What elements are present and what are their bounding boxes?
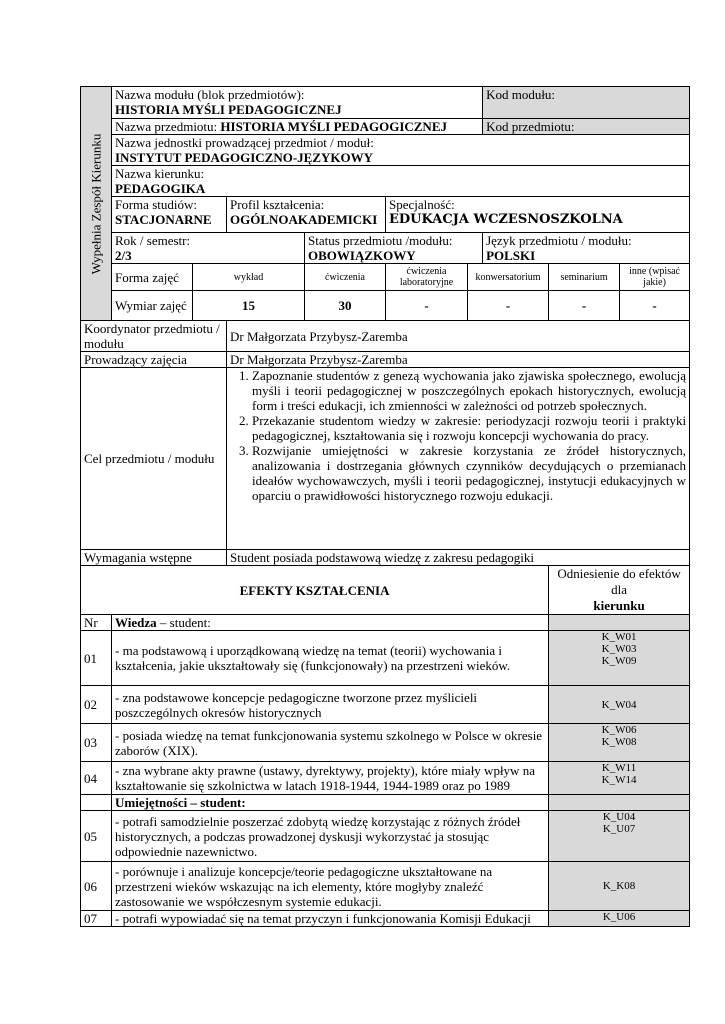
effect-codes: K_W06 K_W08 (549, 724, 690, 762)
knowledge-header-rest: – student: (156, 615, 211, 630)
goal-item: 1. Zapoznanie studentów z genezą wychowania jako zjawiska społecznego, ewolucją myśli i teorii pedagogicznej w poszczególnych epokach historycznych, ewolucją form i treści edukacji, ich zmienności w zależności od potrzeb społecznych. (252, 368, 686, 413)
knowledge-header (112, 615, 549, 631)
study-form-cell (112, 197, 227, 233)
effects-title: EFEKTY KSZTAŁCENIA (239, 582, 390, 598)
class-form-header: inne (wpisać jakie) (620, 264, 690, 291)
specialization-cell (386, 197, 690, 233)
effect-nr: 03 (81, 724, 112, 762)
year-value: 2/3 (115, 248, 132, 263)
study-form-label: Forma studiów: (115, 197, 197, 212)
goal-label: Cel przedmiotu / modułu (84, 451, 215, 466)
teacher-value-cell (227, 352, 690, 368)
teacher-label-cell (81, 352, 227, 368)
field-cell (112, 166, 690, 197)
year-cell (112, 233, 305, 264)
effect-nr: 04 (81, 762, 112, 795)
class-form-label-cell (112, 264, 193, 291)
language-cell (483, 233, 690, 264)
effect-codes: K_K08 (549, 862, 690, 911)
profile-label: Profil kształcenia: (230, 197, 325, 212)
requirements-value: Student posiada podstawową wiedzę z zakresu pedagogiki (230, 550, 534, 565)
module-code-label: Kod modułu: (486, 87, 556, 102)
class-hours-value: - (549, 291, 620, 321)
teacher-label: Prowadzący zajęcia (84, 352, 187, 367)
effect-text: - zna podstawowe koncepcje pedagogiczne tworzone przez myślicieli poszczególnych okresów historycznych (112, 686, 549, 724)
effect-text: - zna wybrane akty prawne (ustawy, dyrektywy, projekty), które miały wpływ na kształtowanie się szkolnictwa w latach 1918-1944, 1944-1989 oraz po 1989 (112, 762, 549, 795)
effect-text: - porównuje i analizuje koncepcje/teorie pedagogiczne ukształtowane na przestrzeni wieków wskazując na ich elementy, które mogłyby znaleźć zastosowanie we współczesnym systemie edukacji. (112, 862, 549, 911)
effects-ref-line2: kierunku (593, 598, 645, 613)
effect-nr: 02 (81, 686, 112, 724)
effects-title-cell (81, 566, 549, 615)
coordinator-value-cell (227, 321, 690, 352)
unit-value: INSTYTUT PEDAGOGICZNO-JĘZYKOWY (115, 150, 373, 165)
class-form-header: wykład (193, 264, 305, 291)
subject-code-label: Kod przedmiotu: (486, 119, 575, 134)
class-form-header: seminarium (549, 264, 620, 291)
subject-name-label: Nazwa przedmiotu: (115, 119, 218, 134)
teacher-value: Dr Małgorzata Przybysz-Zaremba (230, 352, 408, 367)
class-form-label: Forma zajęć (115, 269, 179, 285)
unit-label: Nazwa jednostki prowadzącej przedmiot / moduł: (115, 135, 374, 150)
effect-codes: K_U06 (549, 911, 690, 927)
effect-codes: K_W04 (549, 686, 690, 724)
effect-nr: 07 (81, 911, 112, 927)
class-hours-value: 15 (193, 291, 305, 321)
effects-ref-header (549, 566, 690, 615)
specialization-value: EDUKACJA WCZESNOSZKOLNA (389, 212, 623, 227)
knowledge-header-ref (549, 615, 690, 631)
status-label: Status przedmiotu /modułu: (308, 233, 453, 248)
skills-nr-cell (81, 795, 112, 811)
effect-nr: 05 (81, 811, 112, 862)
requirements-label: Wymagania wstępne (84, 550, 192, 565)
effect-text: - potrafi samodzielnie poszerzać zdobytą wiedzę korzystając z różnych źródeł historycznych, a podczas prowadzonej dyskusji wykorzystać ja stosując odpowiednie nazewnictwo. (112, 811, 549, 862)
status-cell (305, 233, 483, 264)
unit-cell (112, 135, 690, 166)
knowledge-header-bold: Wiedza (115, 615, 157, 630)
subject-name-cell (112, 119, 483, 135)
goal-item: 2. Przekazanie studentom wiedzy w zakresie: periodyzacji rozwoju teorii i praktyki pedagogicznej, kształtowania się i rozwoju koncepcji wychowania do pracy. (252, 413, 686, 443)
goal-list (230, 368, 686, 503)
coordinator-label-cell (81, 321, 227, 352)
study-form-value: STACJONARNE (115, 212, 212, 227)
profile-value: OGÓLNOAKADEMICKI (230, 212, 378, 227)
class-hours-value: - (468, 291, 549, 321)
module-name-cell (112, 87, 483, 119)
class-form-header: konwersatorium (468, 264, 549, 291)
class-hours-label-cell (112, 291, 193, 321)
class-form-header: ćwiczenia (305, 264, 386, 291)
specialization-label: Specjalność: (389, 197, 455, 212)
profile-cell (227, 197, 386, 233)
language-label: Język przedmiotu / modułu: (486, 233, 632, 248)
effect-text: - potrafi wypowiadać się na temat przyczyn i funkcjonowania Komisji Edukacji (112, 911, 549, 927)
module-card-table (80, 86, 690, 927)
module-name-label: Nazwa modułu (blok przedmiotów): (115, 87, 305, 102)
coordinator-label: Koordynator przedmiotu / modułu (84, 321, 220, 351)
requirements-label-cell (81, 550, 227, 566)
field-label: Nazwa kierunku: (115, 166, 205, 181)
class-hours-value: 30 (305, 291, 386, 321)
effect-codes: K_W11 K_W14 (549, 762, 690, 795)
subject-code-cell (483, 119, 690, 135)
skills-header-ref (549, 795, 690, 811)
module-name-value: HISTORIA MYŚLI PEDAGOGICZNEJ (115, 102, 342, 117)
goal-label-cell (81, 368, 227, 550)
effect-codes: K_W01 K_W03 K_W09 (549, 631, 690, 686)
skills-header: Umiejętności – student: (112, 795, 549, 811)
goal-list-cell (227, 368, 690, 550)
coordinator-value: Dr Małgorzata Przybysz-Zaremba (230, 328, 408, 344)
requirements-value-cell (227, 550, 690, 566)
subject-name-value: HISTORIA MYŚLI PEDAGOGICZNEJ (220, 119, 447, 134)
class-hours-value: - (620, 291, 690, 321)
class-form-header: ćwiczenia laboratoryjne (386, 264, 468, 291)
effects-ref-line1: Odniesienie do efektów dla (557, 566, 681, 597)
side-label-cell (81, 87, 112, 321)
status-value: OBOWIĄZKOWY (308, 248, 416, 263)
effect-text: - posiada wiedzę na temat funkcjonowania systemu szkolnego w Polsce w okresie zaborów (XIX). (112, 724, 549, 762)
class-hours-label: Wymiar zajęć (115, 298, 187, 313)
effect-nr: 06 (81, 862, 112, 911)
goal-item: 3. Rozwijanie umiejętności w zakresie korzystania ze źródeł historycznych, analizowania i dostrzegania głównych czynników decydujących o przemianach ideałów wychowawczych, myśli i teorii pedagogicznej, instytucji edukacyjnych w oparciu o prawidłowości historycznego rozwoju edukacji. (252, 443, 686, 503)
nr-header: Nr (81, 615, 112, 631)
class-hours-value: - (386, 291, 468, 321)
field-value: PEDAGOGIKA (115, 181, 206, 196)
effect-text: - ma podstawową i uporządkowaną wiedzę na temat (teorii) wychowania i kształcenia, jakie ukształtowały się (funkcjonowały) na przestrzeni wieków. (112, 631, 549, 686)
effect-codes: K_U04 K_U07 (549, 811, 690, 862)
language-value: POLSKI (486, 248, 536, 263)
side-label: Wypełnia Zespół Kierunku (88, 133, 104, 274)
module-code-cell (483, 87, 690, 119)
year-label: Rok / semestr: (115, 233, 191, 248)
effect-nr: 01 (81, 631, 112, 686)
